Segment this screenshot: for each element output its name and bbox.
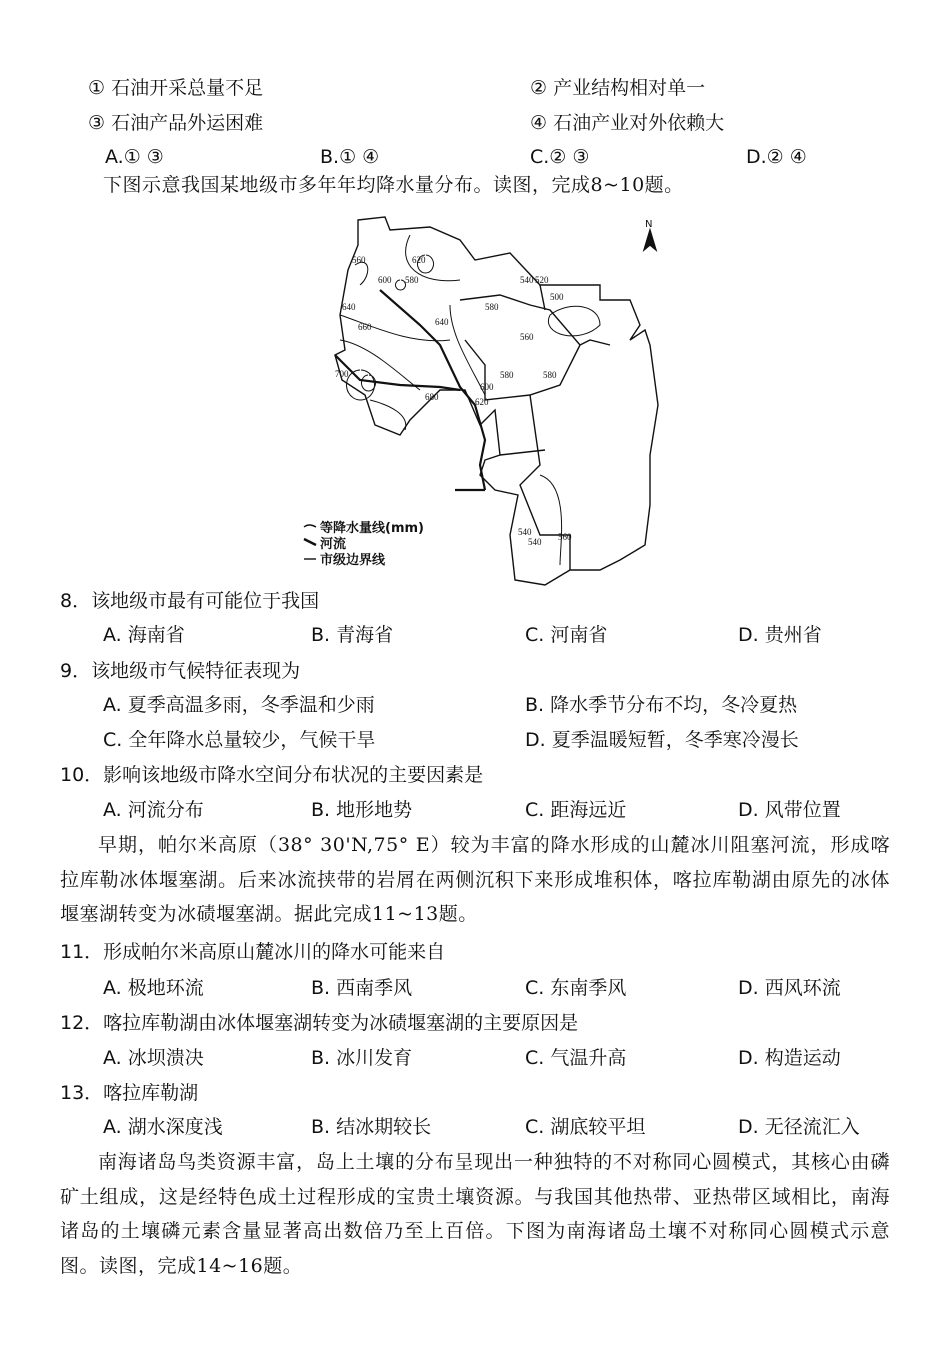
q12-option-c: C. 气温升高 [525, 1047, 627, 1069]
map-legend [304, 520, 424, 568]
q13-option-c: C. 湖底较平坦 [525, 1116, 646, 1138]
svg-text:660: 660 [358, 322, 372, 332]
choice-a: A.① ③ [105, 146, 164, 168]
q9-option-d: D. 夏季温暖短暂，冬季寒冷漫长 [525, 729, 799, 751]
q11-option-a: A. 极地环流 [103, 977, 204, 999]
svg-text:600: 600 [378, 275, 392, 285]
q12-option-b: B. 冰川发育 [311, 1047, 413, 1069]
q10-option-c: C. 距海远近 [525, 799, 627, 821]
question-13: 13．喀拉库勒湖 [60, 1082, 199, 1104]
choice-d: D.② ④ [746, 146, 807, 168]
question-9: 9．该地级市气候特征表现为 [60, 660, 301, 682]
precipitation-map [300, 205, 680, 590]
q12-option-d: D. 构造运动 [738, 1047, 841, 1069]
passage-14-16: 南海诸岛鸟类资源丰富，岛上土壤的分布呈现出一种独特的不对称同心圆模式，其核心由磷矿土组成，这是经特色成土过程形成的宝贵土壤资源。与我国其他热带、亚热带区域相比，南海诸岛的土壤磷元素含量显著高出数倍乃至上百倍。下图为南海诸岛土壤不对称同心圆模式示意图。读图，完成14~16题。 [60, 1151, 890, 1277]
svg-text:560: 560 [558, 532, 572, 542]
svg-text:540: 540 [520, 275, 534, 285]
statement-4: ④ 石油产业对外依赖大 [530, 112, 725, 134]
contour-labels [335, 255, 572, 547]
q11-option-d: D. 西风环流 [738, 977, 841, 999]
svg-text:540: 540 [518, 527, 532, 537]
statement-1: ① 石油开采总量不足 [88, 77, 264, 99]
svg-text:520: 520 [535, 275, 549, 285]
svg-text:680: 680 [425, 392, 439, 402]
passage-11-13: 早期，帕尔米高原（38° 30'N,75° E）较为丰富的降水形成的山麓冰川阻塞河流，形成喀拉库勒冰体堰塞湖。后来冰流挟带的岩屑在两侧沉积下来形成堆积体，喀拉库勒湖由原先的冰体堰塞湖转变为冰碛堰塞湖。据此完成11~13题。 [60, 834, 890, 925]
svg-text:640: 640 [342, 302, 356, 312]
svg-text:600: 600 [480, 382, 494, 392]
svg-text:河流: 河流 [320, 537, 347, 552]
q9-option-b: B. 降水季节分布不均，冬冷夏热 [525, 694, 798, 716]
svg-text:580: 580 [405, 275, 419, 285]
svg-text:等降水量线(mm): 等降水量线(mm) [320, 521, 424, 536]
q10-option-a: A. 河流分布 [103, 799, 204, 821]
q13-option-a: A. 湖水深度浅 [103, 1116, 223, 1138]
svg-text:640: 640 [435, 317, 449, 327]
q11-option-c: C. 东南季风 [525, 977, 627, 999]
svg-text:560: 560 [352, 255, 366, 265]
q9-option-c: C. 全年降水总量较少，气候干旱 [103, 729, 376, 751]
q10-option-d: D. 风带位置 [738, 799, 841, 821]
q8-option-d: D. 贵州省 [738, 624, 822, 646]
svg-text:700: 700 [335, 369, 349, 379]
q8-option-b: B. 青海省 [311, 624, 394, 646]
choice-c: C.② ③ [530, 146, 590, 168]
svg-text:560: 560 [520, 332, 534, 342]
svg-text:580: 580 [500, 370, 514, 380]
q8-option-a: A. 海南省 [103, 624, 185, 646]
svg-text:540: 540 [528, 537, 542, 547]
question-10: 10．影响该地级市降水空间分布状况的主要因素是 [60, 764, 484, 786]
svg-text:500: 500 [550, 292, 564, 302]
choice-b: B.① ④ [320, 146, 380, 168]
svg-text:N: N [645, 219, 653, 230]
q8-option-c: C. 河南省 [525, 624, 608, 646]
svg-text:580: 580 [485, 302, 499, 312]
question-11: 11．形成帕尔米高原山麓冰川的降水可能来自 [60, 941, 446, 963]
intro-8-10: 下图示意我国某地级市多年年均降水量分布。读图，完成8~10题。 [103, 174, 684, 196]
q12-option-a: A. 冰坝溃决 [103, 1047, 204, 1069]
svg-text:620: 620 [412, 255, 426, 265]
question-12: 12．喀拉库勒湖由冰体堰塞湖转变为冰碛堰塞湖的主要原因是 [60, 1012, 579, 1034]
q11-option-b: B. 西南季风 [311, 977, 413, 999]
north-arrow-icon [644, 219, 656, 250]
question-8: 8．该地级市最有可能位于我国 [60, 590, 320, 612]
q9-option-a: A. 夏季高温多雨，冬季温和少雨 [103, 694, 375, 716]
svg-text:市级边界线: 市级边界线 [320, 553, 386, 568]
q13-option-d: D. 无径流汇入 [738, 1116, 860, 1138]
statement-3: ③ 石油产品外运困难 [88, 112, 264, 134]
svg-text:620: 620 [475, 397, 489, 407]
svg-text:580: 580 [543, 370, 557, 380]
q10-option-b: B. 地形地势 [311, 799, 413, 821]
statement-2: ② 产业结构相对单一 [530, 77, 706, 99]
q13-option-b: B. 结冰期较长 [311, 1116, 432, 1138]
